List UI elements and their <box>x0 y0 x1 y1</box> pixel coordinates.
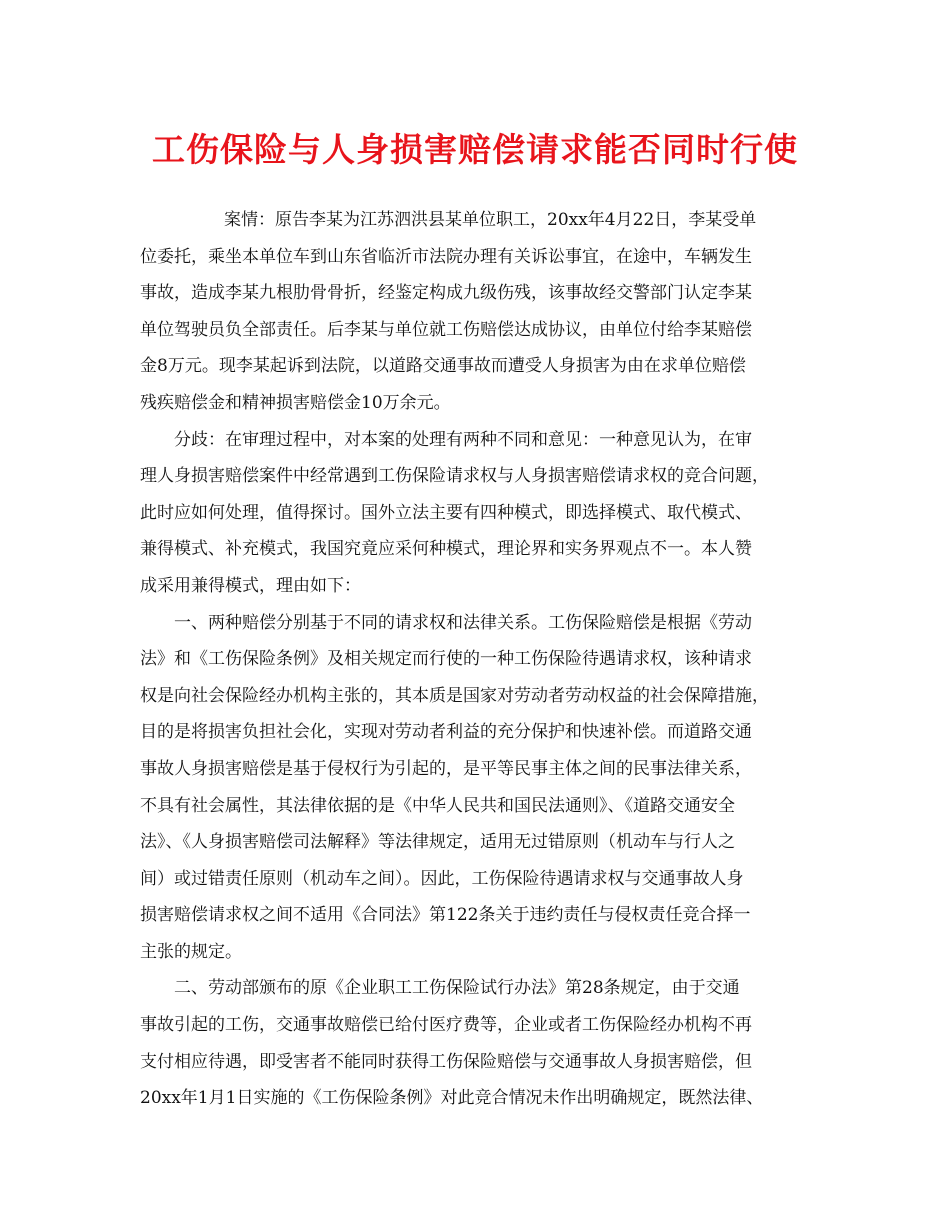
text-line: 间）或过错责任原则（机动车之间）。因此，工伤保险待遇请求权与交通事故人身 <box>140 868 744 889</box>
text-line: 事故引起的工伤，交通事故赔偿已给付医疗费等，企业或者工伤保险经办机构不再 <box>140 1015 752 1036</box>
text-line: 法》、《人身损害赔偿司法解释》等法律规定，适用无过错原则（机动车与行人之 <box>140 832 735 853</box>
text-line: 此时应如何处理，值得探讨。国外立法主要有四种模式，即选择模式、取代模式、 <box>140 502 752 523</box>
text-line: 支付相应待遇，即受害者不能同时获得工伤保险赔偿与交通事故人身损害赔偿，但 <box>140 1051 752 1072</box>
text-line: 分歧：在审理过程中，对本案的处理有两种不同和意见：一种意见认为，在审 <box>174 429 752 450</box>
text-line: 金8万元。现李某起诉到法院，以道路交通事故而遭受人身损害为由在求单位赔偿 <box>140 356 746 377</box>
document-title: 工伤保险与人身损害赔偿请求能否同时行使 <box>152 130 798 169</box>
text-line: 20xx年1月1日实施的《工伤保险条例》对此竞合情况未作出明确规定，既然法律、 <box>140 1088 764 1109</box>
text-line: 单位驾驶员负全部责任。后李某与单位就工伤赔偿达成协议，由单位付给李某赔偿 <box>140 319 752 340</box>
paragraph-reason-one <box>140 605 820 971</box>
text-line: 目的是将损害负担社会化，实现对劳动者利益的充分保护和快速补偿。而道路交通 <box>140 722 752 743</box>
paragraph-reason-two <box>140 970 820 1116</box>
text-line: 权是向社会保险经办机构主张的，其本质是国家对劳动者劳动权益的社会保障措施， <box>140 685 769 706</box>
text-line: 位委托，乘坐本单位车到山东省临沂市法院办理有关诉讼事宜，在途中，车辆发生 <box>140 246 752 267</box>
text-line: 二、劳动部颁布的原《企业职工工伤保险试行办法》第28条规定，由于交通 <box>174 978 740 999</box>
text-line: 兼得模式、补充模式，我国究竟应采何种模式，理论界和实务界观点不一。本人赞 <box>140 539 752 560</box>
text-line: 不具有社会属性，其法律依据的是《中华人民共和国民法通则》、《道路交通安全 <box>140 795 735 816</box>
document-body <box>140 202 820 1117</box>
text-line: 案情：原告李某为江苏泗洪县某单位职工，20xx年4月22日，李某受单 <box>224 210 757 230</box>
text-line: 主张的规定。 <box>140 941 242 962</box>
text-line: 事故人身损害赔偿是基于侵权行为引起的，是平等民事主体之间的民事法律关系， <box>140 758 752 779</box>
text-line: 一、两种赔偿分别基于不同的请求权和法律关系。工伤保险赔偿是根据《劳动 <box>174 612 752 633</box>
text-line: 理人身损害赔偿案件中经常遇到工伤保险请求权与人身损害赔偿请求权的竞合问题， <box>140 466 769 487</box>
text-line: 损害赔偿请求权之间不适用《合同法》第122条关于违约责任与侵权责任竞合择一 <box>140 905 751 926</box>
paragraph-dispute <box>140 422 820 605</box>
text-line: 成采用兼得模式，理由如下： <box>140 575 361 596</box>
paragraph-case <box>140 202 820 422</box>
text-line: 事故，造成李某九根肋骨骨折，经鉴定构成九级伤残，该事故经交警部门认定李某 <box>140 283 752 304</box>
text-line: 残疾赔偿金和精神损害赔偿金10万余元。 <box>140 392 451 413</box>
text-line: 法》和《工伤保险条例》及相关规定而行使的一种工伤保险待遇请求权，该种请求 <box>140 649 752 670</box>
